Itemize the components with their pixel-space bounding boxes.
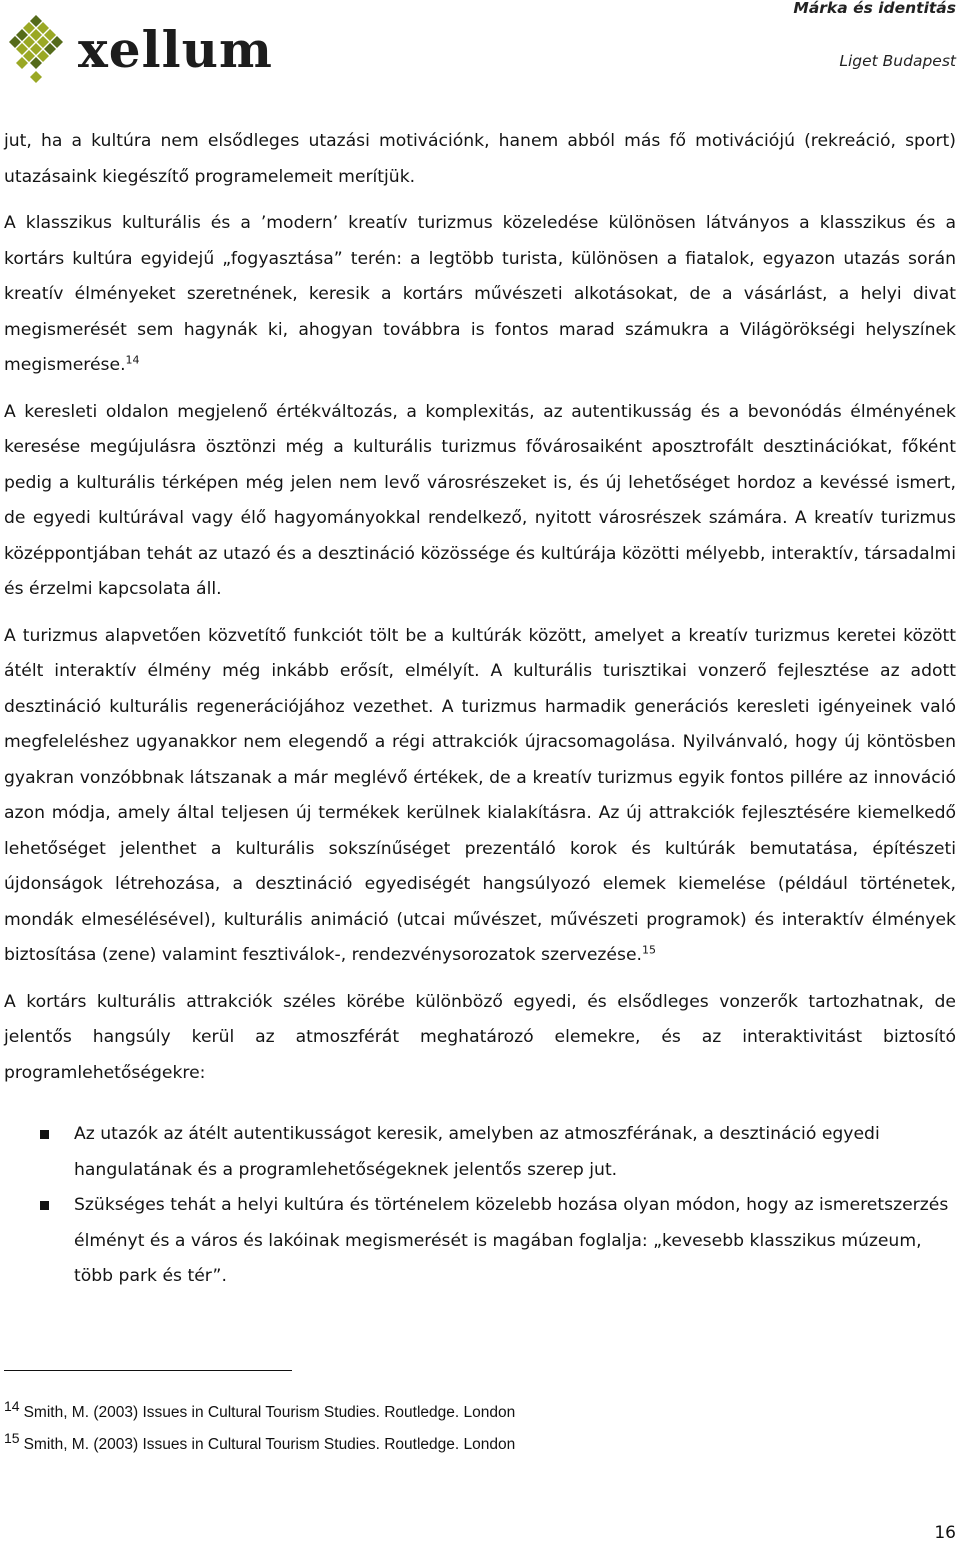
logo-wordmark: xellum <box>78 20 273 79</box>
square-bullet-icon <box>40 1130 49 1139</box>
paragraph: A turizmus alapvetően közvetítő funkciót tölt be a kultúrák között, amelyet a kreatív turizmus keretei között átélt interaktív élmény még inkább erősít, elmélyít. A kulturális turisztikai vonzerő fejlesztése az adott desztináció kulturális regenerációjához vezethet. A turizmus harmadik generációs keresleti igényeinek való megfeleléshez ugyanakkor nem elegendő a régi attrakciók újracsomagolása. Nyilvánvaló, hogy új köntösben gyakran vonzóbbnak látszanak a már meglévő értékek, de a kreatív turizmus egyik fontos pillére az innováció azon módja, amely által teljesen új termékek kerülnek kialakításra. Az új attrakciók fejlesztésére kiemelkedő lehetőséget jelenthet a kulturális sokszínűséget prezentáló korok és kultúrák bemutatása, építészeti újdonságok létrehozása, a desztináció egyediségét hangsúlyozó elemek kiemelése (például történetek, mondák elmesélésével), kulturális animáció (utcai művészet, művészeti programok) és interaktív élmények biztosítása (zene) valamint fesztiválok-, rendezvénysorozatok szervezése.$^{15}$ <box>4 625 956 965</box>
footnote-number: 14 <box>4 1398 20 1414</box>
list-item: Az utazók az átélt autentikusságot keresik, amelyben az atmoszférának, a desztináció egyedi hangulatának és a programlehetőségeknek jelentős szerep jut. <box>4 1117 956 1188</box>
footnote <box>4 1430 515 1462</box>
list-item: Szükséges tehát a helyi kultúra és történelem közelebb hozása olyan módon, hogy az ismeretszerzés élményt és a város és lakóinak megismerését is magában foglalja: „kevesebb klasszikus múzeum, több park és tér”. <box>4 1188 956 1295</box>
paragraph: jut, ha a kultúra nem elsődleges utazási motivációnk, hanem abból más fő motivációjú (rekreáció, sport) utazásaink kiegészítő programelemeit merítjük. <box>4 131 956 187</box>
footnote-divider <box>4 1370 292 1371</box>
footnote-text: Smith, M. (2003) Issues in Cultural Tourism Studies. Routledge. London <box>23 1436 516 1453</box>
page-header <box>0 0 960 100</box>
footnote-number: 15 <box>4 1430 20 1446</box>
main-text <box>4 124 956 1295</box>
bullet-list <box>4 1117 956 1295</box>
header-subtitle: Liget Budapest <box>839 52 956 70</box>
footnote-ref[interactable]: 15 <box>642 943 656 957</box>
paragraph: A keresleti oldalon megjelenő értékváltozás, a komplexitás, az autentikusság és a bevonódás élményének keresése megújulásra ösztönzi még a kulturális turizmus fővárosaiként aposztrofált desztinációkat, főként pedig a kulturális térképen még jelen nem levő városrészeket is, és új lehetőséget hordoz a kevéssé ismert, de egyedi kultúrával vagy élő hagyományokkal rendelkező, nyitott városrészek számára. A kreatív turizmus középpontjában tehát az utazó és a desztináció közössége és kultúrája közötti mélyebb, interaktív, társadalmi és érzelmi kapcsolata áll. <box>4 401 956 599</box>
xellum-logo <box>4 10 304 90</box>
logo-diamond <box>30 71 42 83</box>
paragraph: A kortárs kulturális attrakciók széles körébe különböző egyedi, és elsődleges vonzerők tartozhatnak, de jelentős hangsúly kerül az atmoszférát meghatározó elemekre, és az interaktivitást biztosító programlehetőségekre: <box>4 991 956 1083</box>
page-number: 16 <box>934 1523 956 1543</box>
footnote-ref[interactable]: 14 <box>125 353 140 367</box>
diamond-pattern-icon <box>4 10 76 90</box>
square-bullet-icon <box>40 1201 49 1210</box>
footnotes <box>4 1398 515 1462</box>
paragraph: A klasszikus kulturális és a ’modern’ kreatív turizmus közeledése különösen látványos a klasszikus és a kortárs kultúra egyidejű „fogyasztása” terén: a legtöbb turista, különösen a fiatalok, egyazon utazás során kreatív élményeket szeretnének, keresik a kortárs művészeti alkotásokat, de a vásárlást, a helyi divat megismerését sem hagynák ki, ahogyan továbbra is fontos marad számukra a Világörökségi helyszínek megismerése.$^{14}$ <box>4 213 956 375</box>
footnote <box>4 1398 515 1430</box>
header-title: Márka és identitás <box>793 0 956 17</box>
footnote-text: Smith, M. (2003) Issues in Cultural Tourism Studies. Routledge. London <box>23 1404 516 1421</box>
